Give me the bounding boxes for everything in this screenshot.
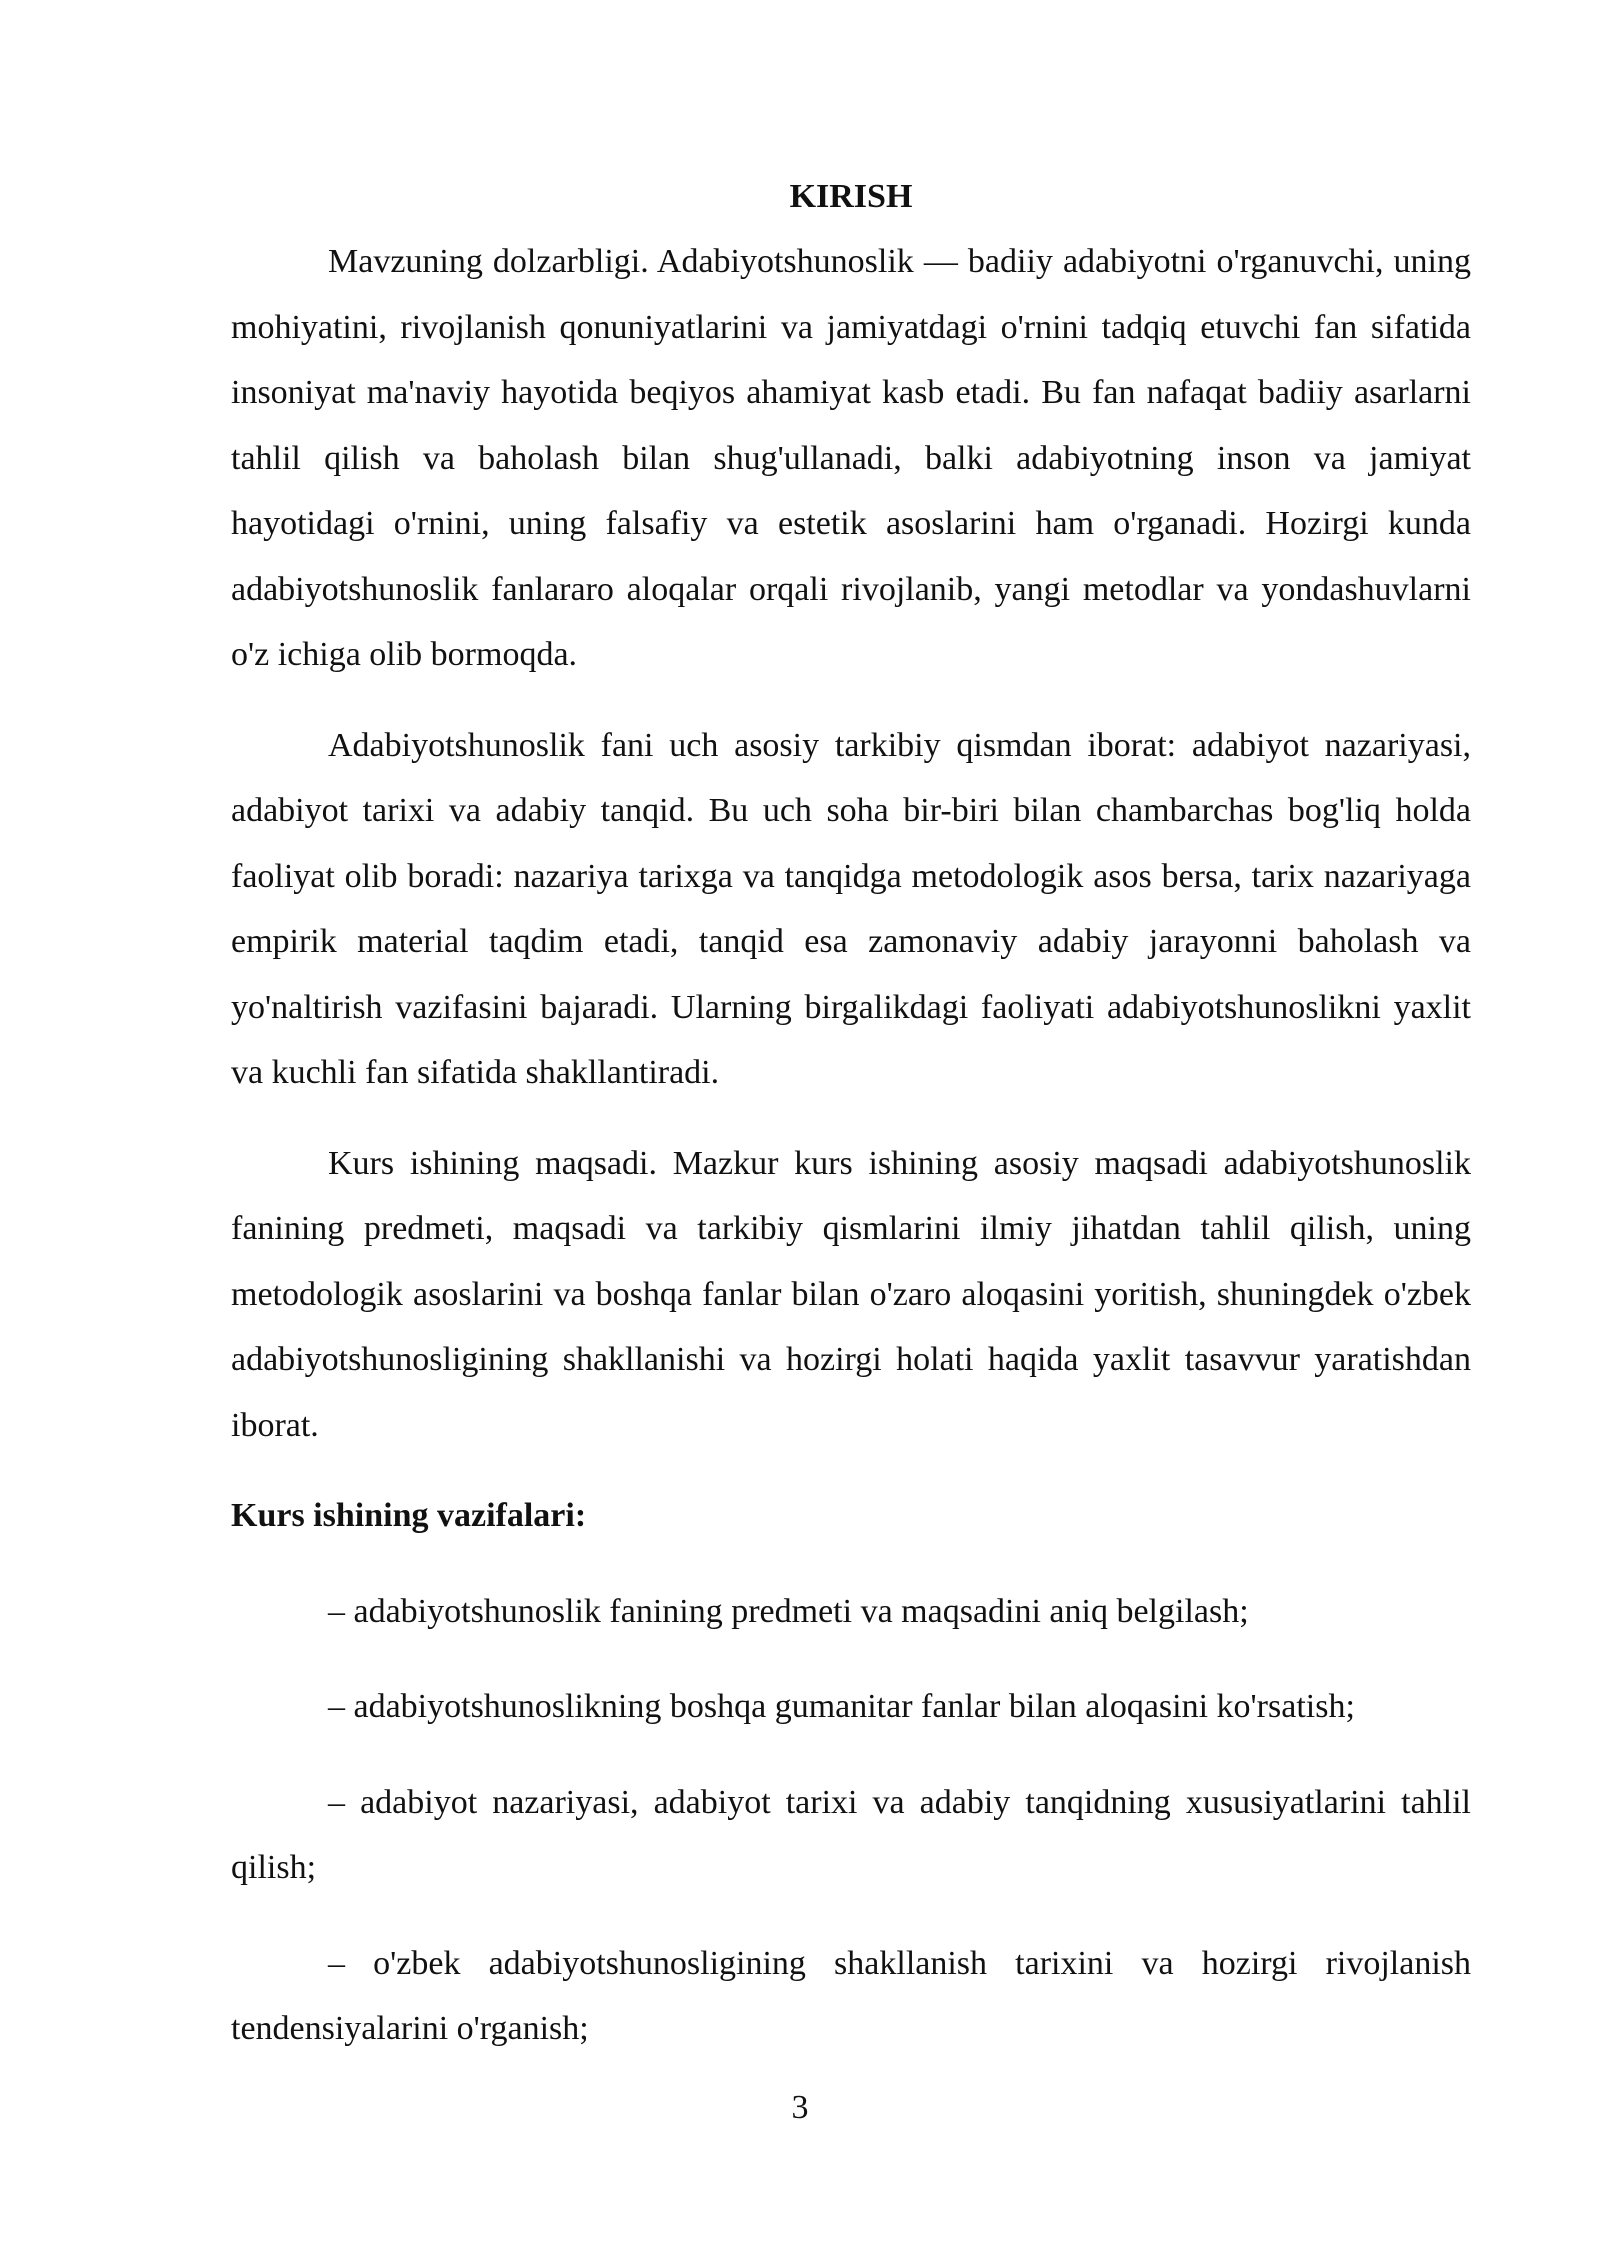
document-page — [231, 165, 1471, 2062]
task-item-4: – o'zbek adabiyotshunosligining shakllanish tarixini va hozirgi rivojlanish tendensiyalarini o'rganish; — [231, 1944, 1471, 2047]
task-item-1: – adabiyotshunoslik fanining predmeti va maqsadini aniq belgilash; — [328, 1592, 1249, 1630]
paragraph-structure: Adabiyotshunoslik fani uch asosiy tarkibiy qismdan iborat: adabiyot nazariyasi, adabiyot tarixi va adabiy tanqid. Bu uch soha bir-biri bilan chambarchas bog'liq holda faoliyat olib boradi: nazariya tarixga va tanqidga metodologik asos bersa, tarix nazariyaga empirik material taqdim etadi, tanqid esa zamonaviy adabiy jarayonni baholash va yo'naltirish vazifasini bajaradi. Ularning birgalikdagi faoliyati adabiyotshunoslikni yaxlit va kuchli fan sifatida shakllantiradi. — [231, 726, 1471, 1091]
section-title: KIRISH — [789, 178, 913, 215]
task-item-3: – adabiyot nazariyasi, adabiyot tarixi va adabiy tanqidning xususiyatlarini tahlil qilish; — [231, 1783, 1471, 1886]
paragraph-goal: Kurs ishining maqsadi. Mazkur kurs ishining asosiy maqsadi adabiyotshunoslik fanining predmeti, maqsadi va tarkibiy qismlarini ilmiy jihatdan tahlil qilish, uning metodologik asoslarini va boshqa fanlar bilan o'zaro aloqasini yoritish, shuningdek o'zbek adabiyotshunosligining shakllanishi va hozirgi holati haqida yaxlit tasavvur yaratishdan iborat. — [231, 1144, 1471, 1444]
task-item-2: – adabiyotshunoslikning boshqa gumanitar fanlar bilan aloqasini ko'rsatish; — [328, 1688, 1355, 1725]
page-number: 3 — [791, 2089, 809, 2126]
tasks-heading: Kurs ishining vazifalari: — [231, 1497, 587, 1534]
paragraph-relevance: Mavzuning dolzarbligi. Adabiyotshunoslik — badiiy adabiyotni o'rganuvchi, uning mohiyatini, rivojlanish qonuniyatlarini va jamiyatdagi o'rnini tadqiq etuvchi fan sifatida insoniyat ma'naviy hayotida beqiyos ahamiyat kasb etadi. Bu fan nafaqat badiiy asarlarni tahlil qilish va baholash bilan shug'ullanadi, balki adabiyotning inson va jamiyat hayotidagi o'rnini, uning falsafiy va estetik asoslarini ham o'rganadi. Hozirgi kunda adabiyotshunoslik fanlararo aloqalar orqali rivojlanib, yangi metodlar va yondashuvlarni o'z ichiga olib bormoqda. — [231, 243, 1471, 673]
